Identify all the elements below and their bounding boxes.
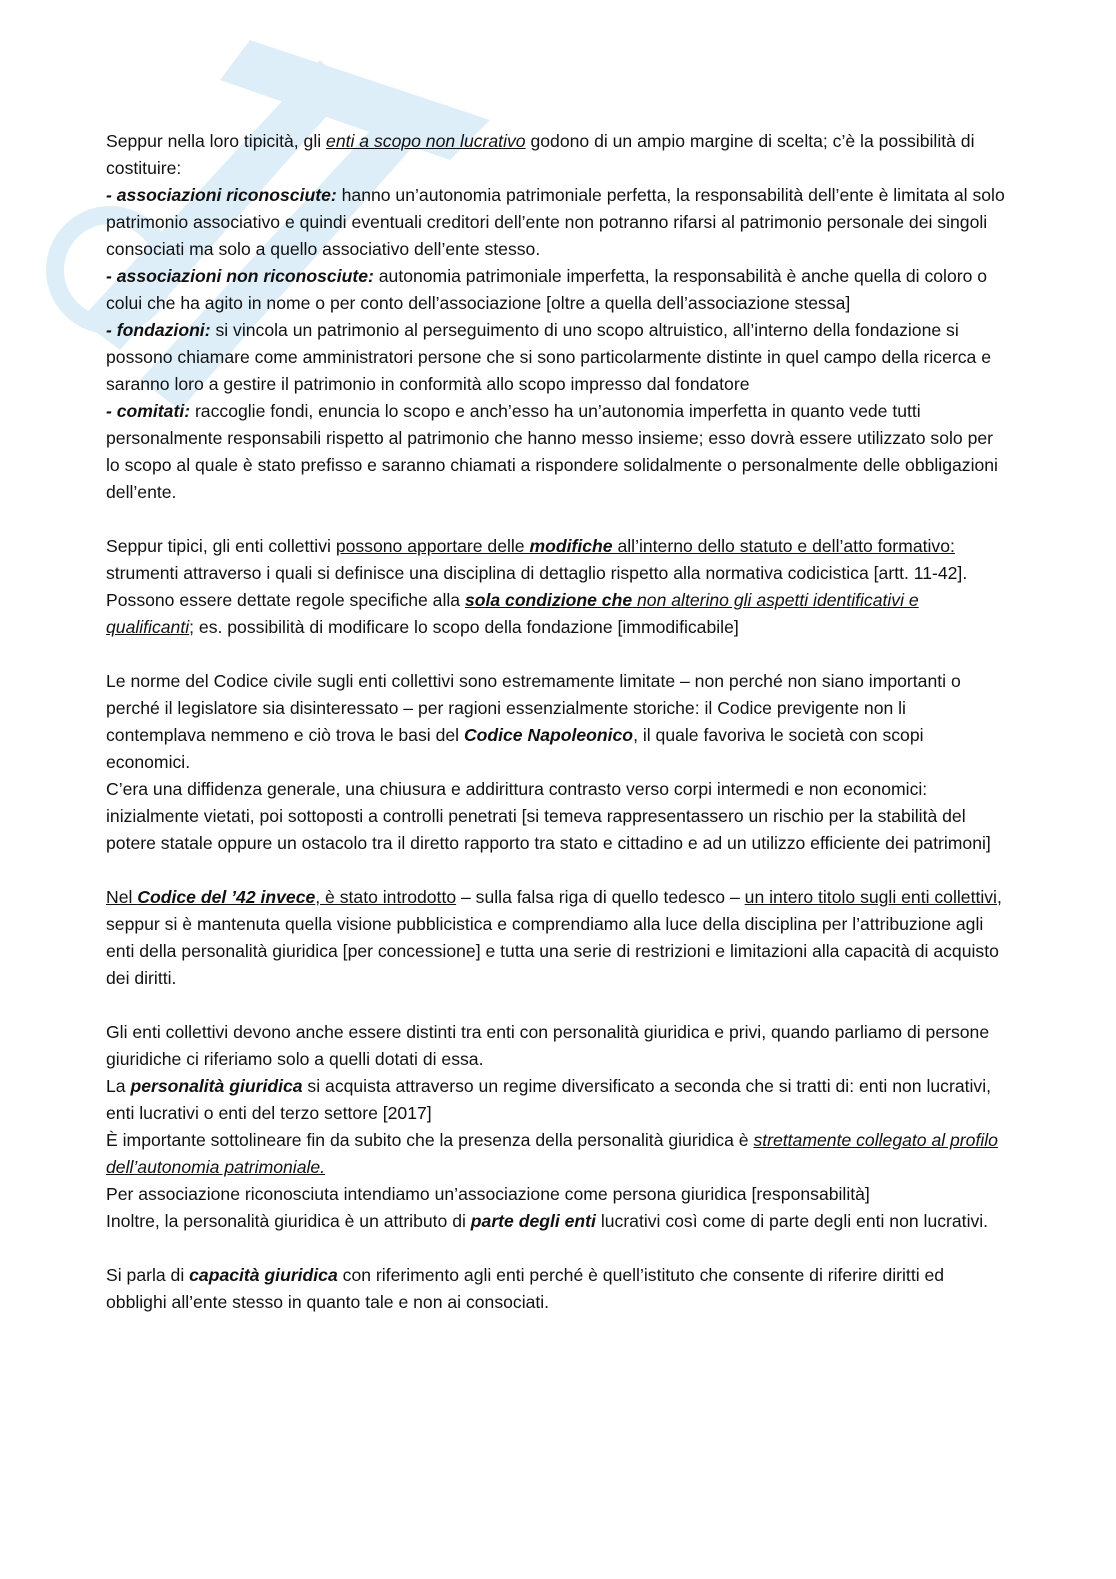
- text-segment: possono apportare delle: [335, 536, 530, 556]
- text-line: [106, 1181, 1006, 1208]
- text-segment: godono di un ampio margine di scelta; c’è la possibilità di costituire:: [106, 131, 975, 178]
- text-segment: Per associazione riconosciuta intendiamo un’associazione come persona giuridica [responsabilità]: [106, 1184, 870, 1204]
- text-segment: capacità giuridica: [189, 1265, 338, 1285]
- text-segment: un intero titolo sugli enti collettivi: [744, 887, 997, 907]
- text-segment: Possono essere dettate regole specifiche alla: [106, 590, 465, 610]
- text-segment: hanno un’autonomia patrimoniale perfetta, la responsabilità dell’ente è limitata al solo patrimonio associativo e quindi eventuali creditori dell’ente non potranno rifarsi al patrimonio personale dei singoli consociati ma solo a quello associativo dell’ente stesso.: [106, 185, 1005, 259]
- text-segment: enti a scopo non lucrativo: [326, 131, 526, 151]
- text-line: [106, 668, 1006, 776]
- text-segment: – sulla falsa riga di quello tedesco –: [456, 887, 745, 907]
- paragraph: [106, 533, 1006, 641]
- text-line: [106, 533, 1006, 587]
- text-line: [106, 398, 1006, 506]
- text-segment: parte degli enti: [470, 1211, 596, 1231]
- text-line: [106, 128, 1006, 182]
- paragraph: [106, 668, 1006, 857]
- text-line: [106, 587, 1006, 641]
- text-segment: , seppur si è mantenuta quella visione pubblicistica e comprendiamo alla luce della disciplina per l’attribuzione agli enti della personalità giuridica [per concessione] e tutta una serie di restrizioni e limitazioni alla capacità di acquisto dei diritti.: [106, 887, 1002, 988]
- text-segment: Gli enti collettivi devono anche essere distinti tra enti con personalità giuridica e privi, quando parliamo di persone giuridiche ci riferiamo solo a quelli dotati di essa.: [106, 1022, 990, 1069]
- text-segment: modifiche: [529, 536, 613, 556]
- text-segment: strumenti attraverso i quali si definisce una disciplina di dettaglio rispetto alla normativa codicistica [artt. 11-42].: [106, 563, 968, 583]
- text-line: [106, 1073, 1006, 1127]
- text-line: [106, 317, 1006, 398]
- paragraph: [106, 1262, 1006, 1316]
- text-segment: si vincola un patrimonio al perseguimento di uno scopo altruistico, all’interno della fondazione si possono chiamare come amministratori persone che si sono particolarmente distinte in quel campo della ricerca e saranno loro a gestire il patrimonio in conformità allo scopo impresso dal fondatore: [106, 320, 992, 394]
- text-segment: lucrativi così come di parte degli enti non lucrativi.: [595, 1211, 989, 1231]
- text-line: [106, 1208, 1006, 1235]
- text-segment: , è stato introdotto: [315, 887, 457, 907]
- text-segment: - fondazioni:: [106, 320, 211, 340]
- paragraph: [106, 128, 1006, 506]
- text-segment: - associazioni riconosciute:: [106, 185, 337, 205]
- text-line: [106, 182, 1006, 263]
- text-segment: Codice del ’42 invece: [137, 887, 316, 907]
- text-segment: si acquista attraverso un regime diversificato a seconda che si tratti di: enti non lucrativi, enti lucrativi o enti del terzo settore [2017]: [106, 1076, 991, 1123]
- text-segment: strettamente collegato al profilo dell’autonomia patrimoniale.: [106, 1130, 998, 1177]
- text-line: [106, 776, 1006, 857]
- text-segment: È importante sottolineare fin da subito che la presenza della personalità giuridica è: [106, 1130, 754, 1150]
- text-line: [106, 884, 1006, 992]
- text-segment: C’era una diffidenza generale, una chiusura e addirittura contrasto verso corpi intermedi e non economici: inizialmente vietati, poi sottoposti a controlli penetrati [si temeva rappresentassero un rischio per la stabilità del potere statale oppure un ostacolo tra il diretto rapporto tra stato e cittadino e ad un utilizzo efficiente dei patrimoni]: [106, 779, 991, 853]
- text-segment: Codice Napoleonico: [463, 725, 634, 745]
- text-segment: Seppur tipici, gli enti collettivi: [106, 536, 336, 556]
- text-line: [106, 1019, 1006, 1073]
- text-segment: personalità giuridica: [130, 1076, 303, 1096]
- text-segment: , il quale favoriva le società con scopi economici.: [106, 725, 924, 772]
- document-body: [106, 128, 1006, 1343]
- text-segment: La: [106, 1076, 131, 1096]
- text-line: [106, 1127, 1006, 1181]
- text-segment: ; es. possibilità di modificare lo scopo della fondazione [immodificabile]: [189, 617, 739, 637]
- text-line: [106, 1262, 1006, 1316]
- text-segment: Le norme del Codice civile sugli enti collettivi sono estremamente limitate – non perché non siano importanti o perché il legislatore sia disinteressato – per ragioni essenzialmente storiche: il Codice previgente non li contemplava nemmeno e ciò trova le basi del: [106, 671, 961, 745]
- text-segment: Seppur nella loro tipicità, gli: [106, 131, 327, 151]
- text-segment: - associazioni non riconosciute:: [106, 266, 374, 286]
- paragraph: [106, 1019, 1006, 1235]
- text-segment: Inoltre, la personalità giuridica è un attributo di: [106, 1211, 471, 1231]
- text-segment: Si parla di: [106, 1265, 190, 1285]
- text-segment: Nel: [106, 887, 138, 907]
- text-segment: raccoglie fondi, enuncia lo scopo e anch’esso ha un’autonomia imperfetta in quanto vede tutti personalmente responsabili rispetto al patrimonio che hanno messo insieme; esso dovrà essere utilizzato solo per lo scopo al quale è stato prefisso e saranno chiamati a rispondere solidalmente o personalmente delle obbligazioni dell’ente.: [106, 401, 998, 502]
- text-segment: autonomia patrimoniale imperfetta, la responsabilità è anche quella di coloro o colui che ha agito in nome o per conto dell’associazione [oltre a quella dell’associazione stessa]: [106, 266, 988, 313]
- text-line: [106, 263, 1006, 317]
- text-segment: sola condizione che: [464, 590, 633, 610]
- text-segment: con riferimento agli enti perché è quell’istituto che consente di riferire diritti ed obblighi all’ente stesso in quanto tale e non ai consociati.: [106, 1265, 945, 1312]
- text-segment: - comitati:: [106, 401, 191, 421]
- text-segment: all’interno dello statuto e dell’atto formativo:: [612, 536, 955, 556]
- text-segment: non alterino gli aspetti identificativi e qualificanti: [106, 590, 919, 637]
- paragraph: [106, 884, 1006, 992]
